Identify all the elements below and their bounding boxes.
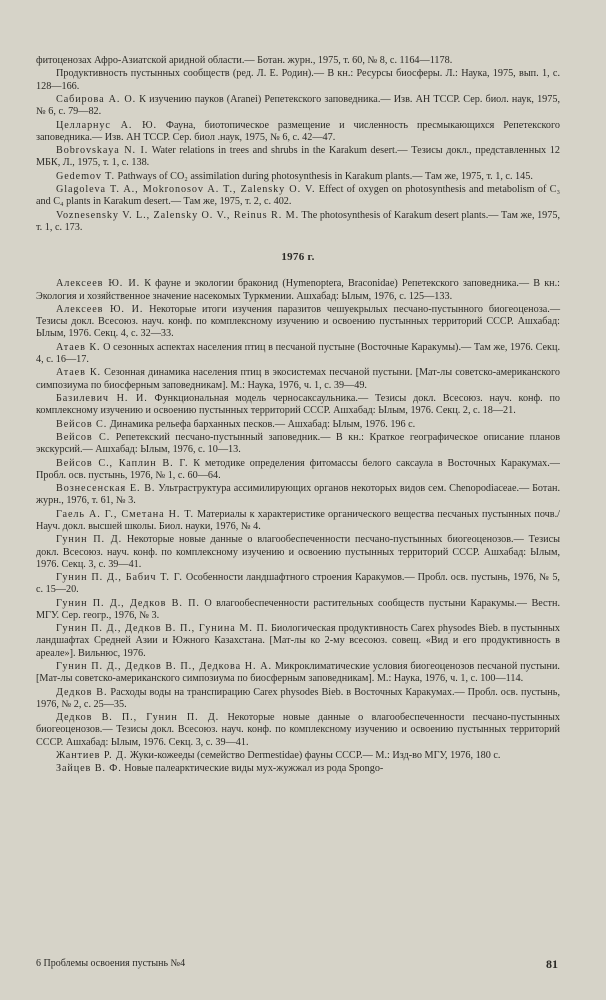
- entry-author: Дедков В.: [56, 686, 108, 698]
- bibliography-entry: [36, 68, 560, 92]
- bibliography-entry: [36, 419, 560, 431]
- footer-signature: 6 Проблемы освоения пустынь №4: [36, 958, 186, 969]
- entry-text: Ультраструктура ассимилирующих органов некоторых видов сем. Chenopodiaceae.— Ботан. журн., 1976, т. 61, № 3.: [36, 483, 560, 507]
- bibliography-entry: [36, 432, 560, 456]
- entry-author: Gedemov T.: [56, 170, 115, 182]
- entry-text: Некоторые новые данные о влагообеспеченности песчано-пустынных биогеоценозов.— Тезисы докл. Всесоюз. науч. конф. по комплексному изучению и освоению пустынных территорий СССР. Ашхабад: Ылым, 1976. Секц. 3, с. 39—41.: [36, 534, 560, 570]
- entry-author: Voznesensky V. L., Zalensky O. V., Reinus R. M.: [56, 209, 300, 221]
- entry-author: Атаев К.: [56, 341, 101, 353]
- entry-text: Некоторые новые данные о влагообеспеченности песчано-пустынных биогеоценозов.— Тезисы докл. Всесоюз. науч. конф. по комплексному изучению и освоению пустынных территорий СССР. Ашхабад: Ылым, 1976. Секц. 3, с. 39—41.: [36, 712, 560, 748]
- entry-text: Фауна, биотопическое размещение и численность пресмыкающихся Репетекского заповедника.— Изв. АН ТССР. Сер. биол .наук, 1975, № 6, с. 42—47.: [36, 119, 561, 143]
- bibliography-entry: [36, 367, 560, 391]
- entry-author: Вознесенская Е. В.: [56, 483, 156, 495]
- bibliography-entry: [36, 145, 560, 169]
- bibliography-entry: [36, 687, 560, 711]
- entry-text: Микроклиматические условия биогеоценозов песчаной пустыни. [Мат-лы советско-американского симпозиума по биосферным заповедникам]. М.: Наука, 1976, ч. 1, с. 100—114.: [36, 661, 560, 685]
- bibliography-entry: [36, 534, 560, 571]
- bibliography-entry: [36, 342, 560, 366]
- entry-text: К изучению пауков (Aranei) Репетекского заповедника.— Изв. АН ТССР. Сер. биол. наук, 1975, № 6, с. 79—82.: [36, 93, 561, 118]
- entry-text: Особенности ландшафтного строения Каракумов.— Пробл. осв. пустынь, 1976, № 5, с. 15—20.: [36, 572, 560, 596]
- entry-text: Effect of oxygen on photosynthesis and metabolism of C₃ and C₄ plants in Karakum desert.— Там же, 1975, т. 2, с. 402.: [36, 184, 560, 208]
- entry-author: Гунин П. Д., Дедков В. П.: [56, 597, 200, 609]
- entry-author: Bobrovskaya N. I.: [56, 145, 149, 157]
- entry-text: Материалы к характеристике органического вещества песчаных пустынных почв./Науч. докл. высшей школы. Биол. науки, 1976, № 4.: [36, 508, 560, 532]
- bibliography-entry: [36, 509, 560, 533]
- bibliography-entry: [36, 210, 560, 234]
- entry-text: О влагообеспеченности растительных сообществ пустыни Каракумы.— Вестн. МГУ. Сер. геогр., 1976, № 3.: [36, 597, 560, 621]
- entry-author: Glagoleva T. A., Mokronosov A. T., Zalensky O. V.: [56, 184, 316, 196]
- bibliography-entry: [36, 458, 560, 482]
- entry-author: Гунин П. Д., Дедков В. П., Дедкова Н. А.: [56, 661, 272, 673]
- entry-author: Вейсов С.: [56, 431, 111, 443]
- entry-text: Некоторые итоги изучения паразитов чешуекрылых песчано-пустынного биогеоценоза.— Тезисы докл. Всесоюз. науч. конф. по комплексному изучению и освоению пустынных территорий СССР. Ашхабад: Ылым, 1976. Секц. 4, с. 32—33.: [36, 303, 561, 340]
- entry-author: Гаель А. Г., Сметана Н. Т.: [56, 508, 194, 520]
- bibliography-list-1976: [36, 278, 560, 775]
- bibliography-entry: [36, 598, 560, 622]
- entry-author: Алексеев Ю. И.: [56, 303, 144, 315]
- entry-author: Зайцев В. Ф.: [56, 763, 122, 775]
- entry-text: Динамика рельефа барханных песков.— Ашхабад: Ылым, 1976. 196 с.: [107, 418, 416, 430]
- bibliography-entry: [36, 712, 560, 749]
- entry-text: Биологическая продуктивность Carex physodes Bieb. в пустынных ландшафтах Средней Азии и Южного Казахстана. [Мат-лы ко 2-му всесоюз. совещ. «Вид и его продуктивность в ареале»]. Вильнюс, 1976.: [36, 623, 560, 659]
- entry-text: Функциональная модель черносаксаульника.— Тезисы докл. Всесоюз. науч. конф. по комплексному изучению и освоению пустынных территорий СССР. Ашхабад: Ылым, 1976. Секц. 2, с. 18—21.: [36, 392, 560, 417]
- page-number: 81: [546, 957, 558, 971]
- entry-author: Гунин П. Д., Бабич Т. Г.: [56, 572, 183, 584]
- page-footer: [36, 958, 560, 974]
- entry-text: О сезонных аспектах населения птиц в песчаной пустыне (Восточные Каракумы).— Там же, 1976. Секц. 4, с. 16—17.: [36, 341, 561, 365]
- entry-author: Вейсов С.: [56, 418, 108, 430]
- entry-text: Репетекский песчано-пустынный заповедник.— В кн.: Краткое географическое описание планов экскурсий.— Ашхабад: Ылым, 1976, с. 10—13.: [36, 431, 561, 456]
- entry-text: Pathways of CO₂ assimilation during photosynthesis in Karakum plants.— Там же, 1975, т. 1, с. 145.: [114, 170, 533, 182]
- bibliography-entry: [36, 304, 560, 341]
- bibliography-entry: [36, 278, 560, 302]
- entry-text: Сезонная динамика населения птиц в экосистемах песчаной пустыни. [Мат-лы советско-американского симпозиума по биосферным заповедникам]. М.: Наука, 1976, ч. 1, с. 39—49.: [36, 367, 560, 391]
- entry-author: Дедков В. П., Гунин П. Д.: [56, 712, 220, 724]
- bibliography-entry: [36, 750, 560, 762]
- bibliography-entry: [36, 483, 560, 507]
- entry-author: Сабирова А. О.: [56, 93, 137, 105]
- entry-text: Жуки-кожееды (семейство Dermestidae) фауны СССР.— М.: Изд-во МГУ, 1976, 180 с.: [127, 750, 501, 762]
- bibliography-entry: [36, 661, 560, 685]
- bibliography-entry: [36, 120, 560, 144]
- entry-text: Расходы воды на транспирацию Carex physodes Bieb. в Восточных Каракумах.— Пробл. осв. пустынь, 1976, № 2, с. 25—35.: [36, 686, 560, 710]
- entry-author: Гунин П. Д., Дедков В. П., Гунина М. П.: [56, 623, 269, 635]
- bibliography-entry: [36, 572, 560, 596]
- bibliography-entry: [36, 171, 560, 183]
- bibliography-entry: [36, 94, 560, 118]
- bibliography-list-1975: [36, 55, 560, 234]
- bibliography-entry: [36, 623, 560, 660]
- entry-text: The photosynthesis of Karakum desert plants.— Там же, 1975, т. 1, с. 173.: [36, 209, 560, 233]
- entry-text: К фауне и экологии браконид (Hymenoptera, Braconidae) Репетекского заповедника.— В кн.: Экология и хозяйственное значение насекомых Туркмении. Ашхабад: Ылым, 1976, с. 125—133.: [36, 278, 560, 302]
- bibliography-entry: [36, 55, 560, 67]
- entry-text: Продуктивность пустынных сообществ (ред. Л. Е. Родин).— В кн.: Ресурсы биосферы. Л.: Наука, 1975, вып. 1, с. 128—166.: [36, 68, 560, 92]
- bibliography-entry: [36, 393, 560, 417]
- bibliography-content: [36, 55, 560, 777]
- entry-text: К методике определения фитомассы белого саксаула в Восточных Каракумах.— Пробл. осв. пустынь, 1976, № 1, с. 60—64.: [36, 457, 560, 481]
- entry-author: Атаев К.: [56, 367, 101, 379]
- year-heading: 1976 г.: [281, 251, 315, 264]
- entry-text: Новые палеарктические виды мух-жужжал из рода Spongo-: [121, 763, 384, 775]
- bibliography-entry: [36, 184, 560, 208]
- bibliography-entry: [36, 763, 560, 775]
- entry-text: фитоценозах Афро-Азиатской аридной области.— Ботан. журн., 1975, т. 60, № 8, с. 1164—1178.: [36, 55, 453, 66]
- entry-author: Вейсов С., Каплин В. Г.: [56, 457, 189, 469]
- entry-author: Жантиев Р. Д.: [56, 750, 128, 762]
- entry-author: Гунин П. Д.: [56, 534, 123, 546]
- entry-author: Целларнус А. Ю.: [56, 119, 157, 131]
- entry-author: Алексеев Ю. И.: [56, 278, 141, 290]
- entry-text: Water relations in trees and shrubs in the Karakum desert.— Тезисы докл., представленных 12 МБК, Л., 1975, т. 1, с. 138.: [36, 145, 560, 169]
- entry-author: Базилевич Н. И.: [56, 392, 148, 404]
